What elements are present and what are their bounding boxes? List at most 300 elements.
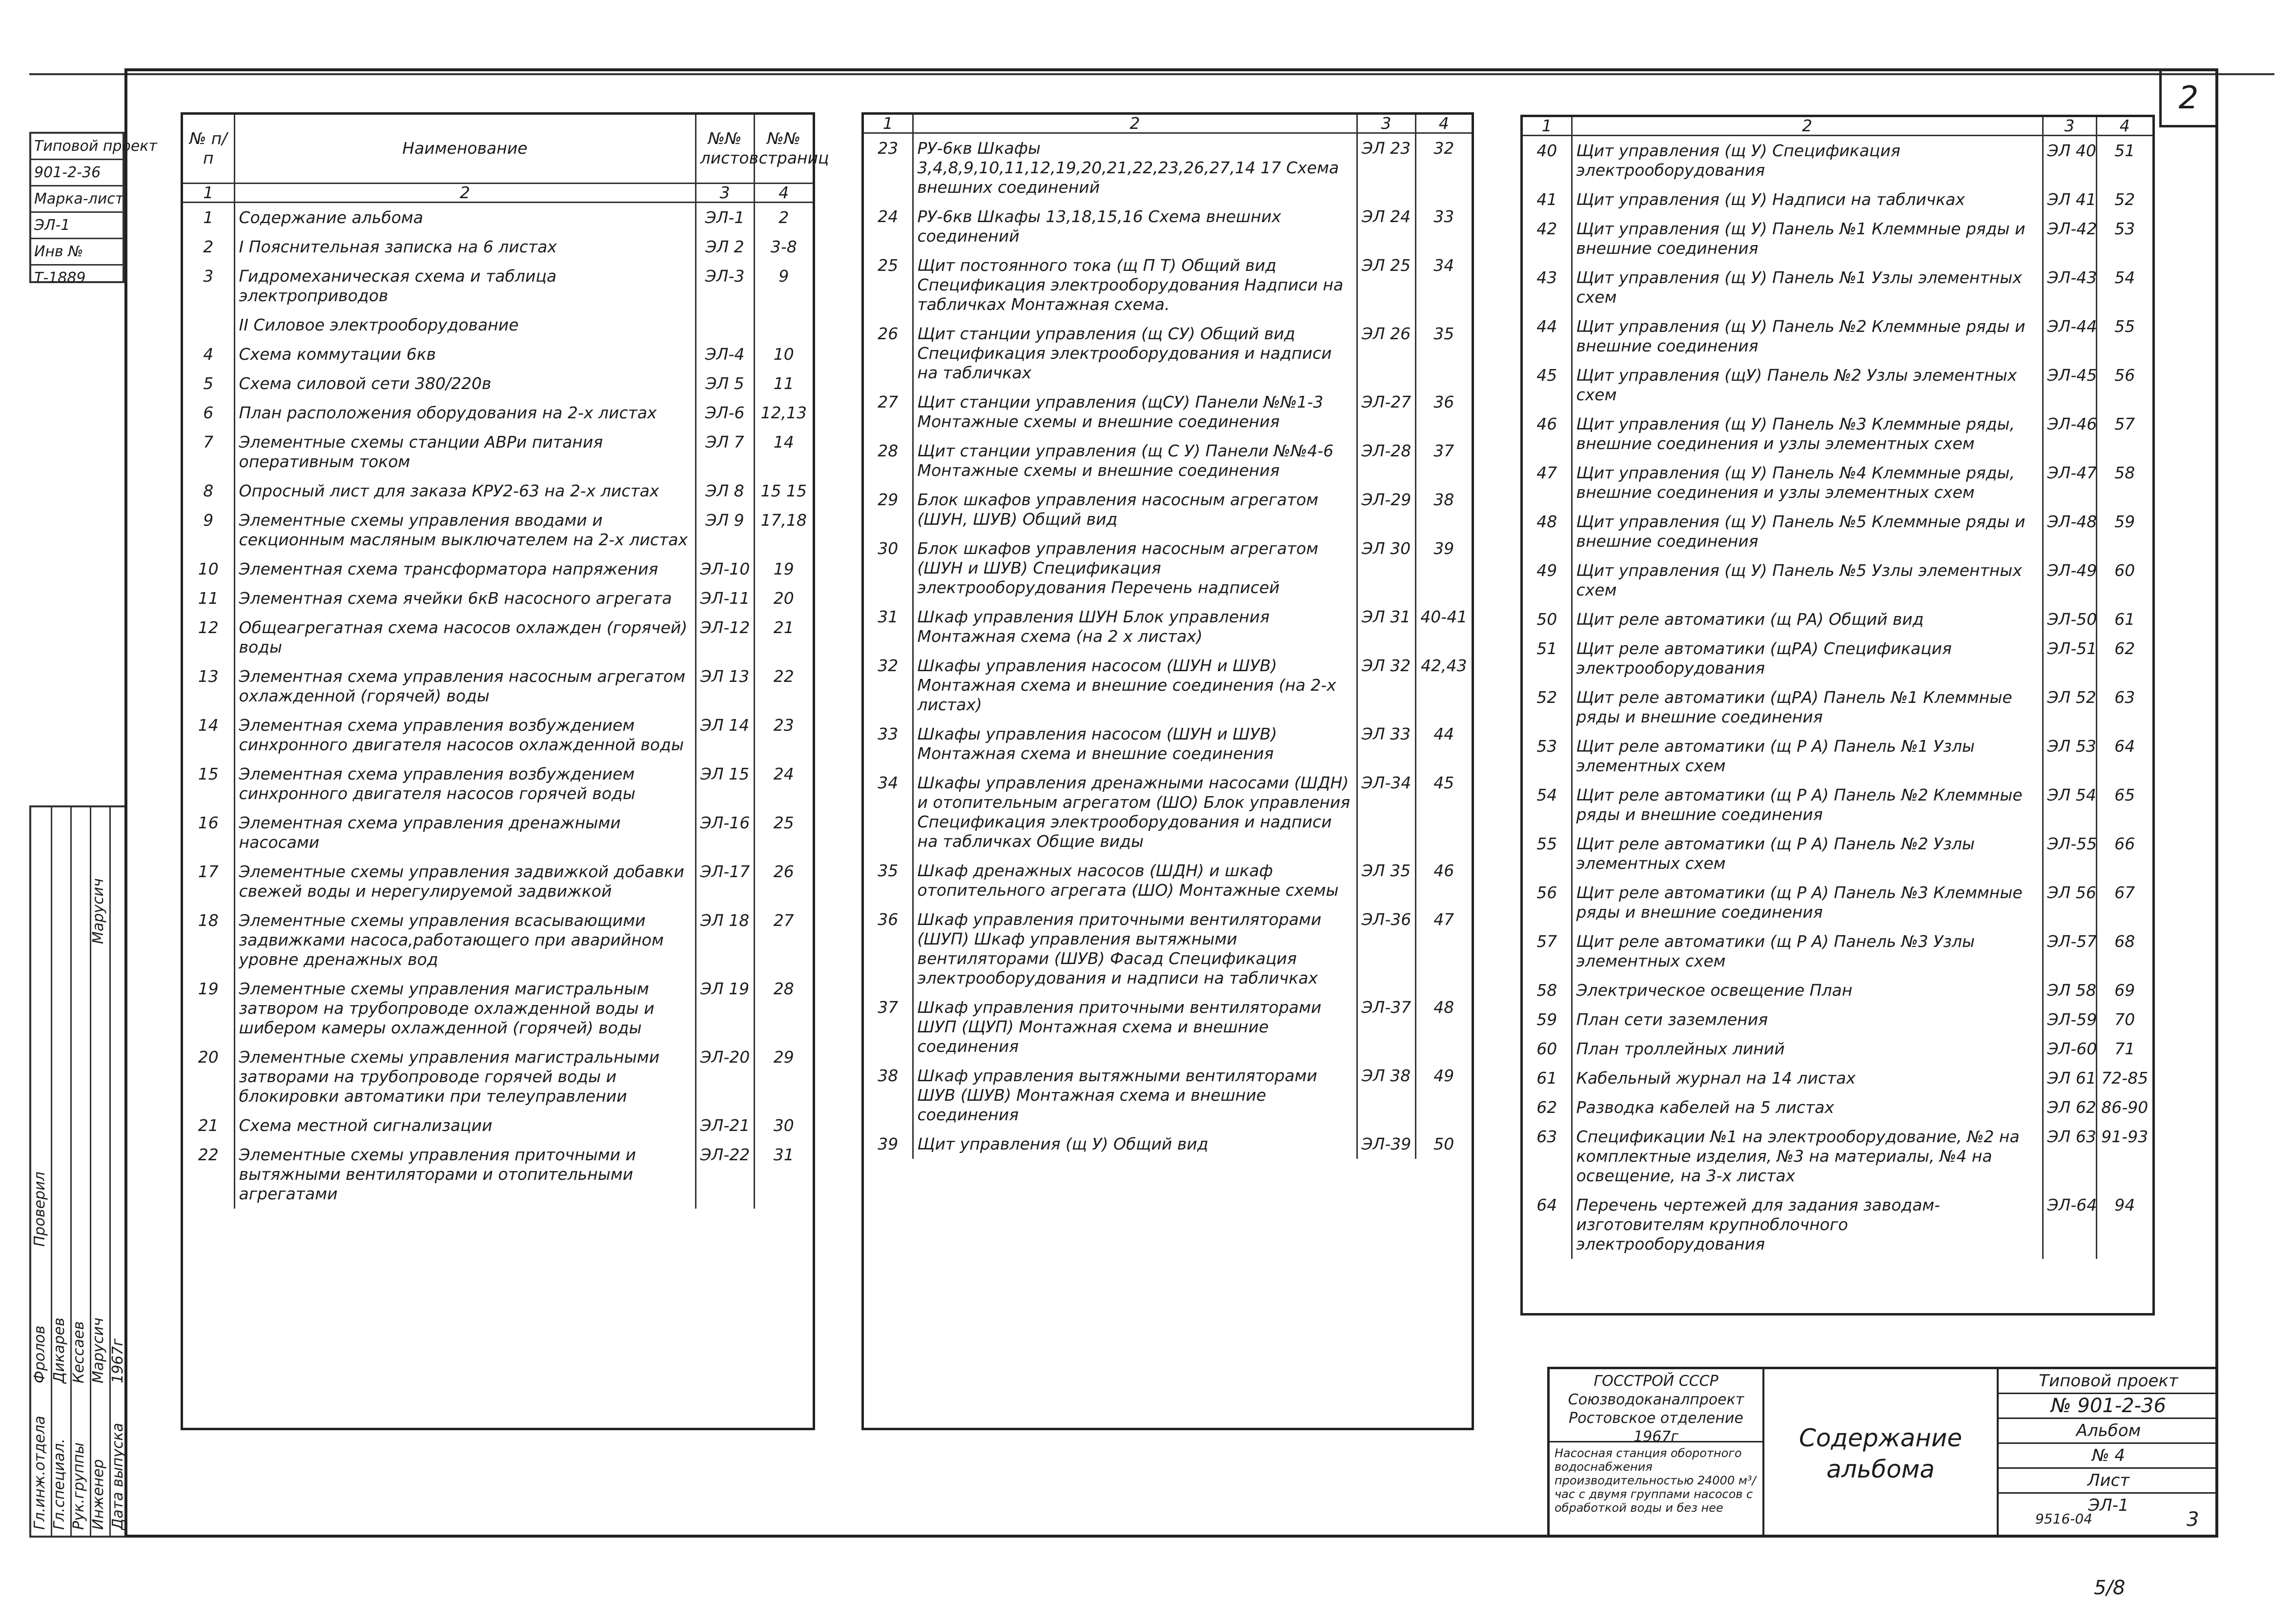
table-row — [1523, 507, 2152, 556]
signature-name: Марусич — [90, 878, 107, 944]
table-row — [1523, 361, 2152, 410]
table-row — [1523, 732, 2152, 781]
table-row — [1523, 136, 2152, 185]
table-row — [183, 262, 813, 310]
project-description: Насосная станция оборотного водоснабжения производительностью 24000 м³/час с двумя группами насосов с обработкой воды и без нее — [1555, 1446, 1756, 1515]
row-page: 40-41 — [1415, 602, 1472, 651]
row-sheet: ЭЛ-20 — [696, 1043, 754, 1111]
table-row — [1523, 1005, 2152, 1034]
row-page: 59 — [2096, 507, 2152, 556]
row-page: 24 — [754, 760, 813, 808]
row-name: Щит станции управления (щСУ) Панели №№1-3 Монтажные схемы и внешние соединения — [913, 388, 1357, 436]
row-sheet: ЭЛ-55 — [2043, 829, 2096, 878]
row-sheet: ЭЛ-51 — [2043, 634, 2096, 683]
corner-mark: 5/8 — [2094, 1577, 2126, 1599]
table-row — [864, 202, 1472, 251]
contents-table-3 — [1520, 115, 2155, 1316]
row-number: 2 — [203, 237, 214, 256]
row-page: 61 — [2096, 605, 2152, 634]
row-number: 54 — [1536, 785, 1557, 804]
row-number: 14 — [198, 715, 219, 735]
table-row — [864, 1061, 1472, 1130]
row-name: Щит управления (щУ) Панель №2 Узлы элементных схем — [1572, 361, 2043, 410]
table-row — [1523, 927, 2152, 976]
row-sheet: ЭЛ-49 — [2043, 556, 2096, 605]
row-number: 56 — [1536, 883, 1557, 902]
row-name: Щит реле автоматики (щ Р А) Панель №3 Клеммные ряды и внешние соединения — [1572, 878, 2043, 927]
col-number: 2 — [913, 115, 1357, 133]
table-row — [864, 534, 1472, 602]
row-page: 46 — [1415, 856, 1472, 905]
row-sheet: ЭЛ 61 — [2043, 1064, 2096, 1093]
row-number: 55 — [1536, 834, 1557, 853]
row-name: Гидромеханическая схема и таблица электроприводов — [234, 262, 696, 310]
table-row — [183, 398, 813, 428]
col-header-pages: №№ страниц — [754, 115, 813, 183]
row-number: 12 — [198, 617, 219, 637]
table-row — [183, 906, 813, 974]
row-sheet: ЭЛ-44 — [2043, 312, 2096, 361]
signature-name: Фролов — [31, 1325, 48, 1383]
row-number: 10 — [198, 559, 219, 578]
row-page: 25 — [754, 808, 813, 857]
row-sheet: ЭЛ-6 — [696, 398, 754, 428]
org-line: 1967г — [1633, 1428, 1679, 1445]
row-page: 45 — [1415, 768, 1472, 856]
table-row — [1523, 1034, 2152, 1064]
row-number: 62 — [1536, 1098, 1557, 1117]
row-name: Щит управления (щ У) Надписи на табличках — [1572, 185, 2043, 214]
row-name: Шкафы управления дренажными насосами (ШДН) и отопительным агрегатом (ШО) Блок управления Спецификация электрооборудования и надписи на табличках Общие виды — [913, 768, 1357, 856]
row-sheet: ЭЛ-10 — [696, 555, 754, 584]
row-page: 12,13 — [754, 398, 813, 428]
row-sheet: ЭЛ-42 — [2043, 214, 2096, 263]
row-number: 47 — [1536, 463, 1557, 482]
signature-role: Проверил — [31, 1172, 48, 1247]
row-sheet: ЭЛ-46 — [2043, 410, 2096, 458]
sheet-number: 2 — [2159, 71, 2215, 127]
table-row — [183, 760, 813, 808]
row-name: Щит реле автоматики (щ Р А) Панель №2 Клеммные ряды и внешние соединения — [1572, 781, 2043, 829]
row-number: 53 — [1536, 737, 1557, 756]
row-name: РУ-6кв Шкафы 13,18,15,16 Схема внешних соединений — [913, 202, 1357, 251]
table-row — [864, 768, 1472, 856]
row-number: 40 — [1536, 141, 1557, 160]
table-row — [183, 857, 813, 906]
table-row — [183, 506, 813, 555]
row-sheet: ЭЛ 38 — [1357, 1061, 1415, 1130]
row-page: 65 — [2096, 781, 2152, 829]
table-row — [1523, 1122, 2152, 1191]
row-name: Содержание альбома — [234, 202, 696, 232]
org-line: Союзводоканалпроект — [1568, 1391, 1744, 1408]
row-sheet: ЭЛ-17 — [696, 857, 754, 906]
table-row — [183, 1140, 813, 1209]
row-number: 9 — [203, 510, 214, 530]
row-name: Щит реле автоматики (щРА) Панель №1 Клеммные ряды и внешние соединения — [1572, 683, 2043, 732]
row-name: Перечень чертежей для задания заводам-изготовителям крупноблочного электрооборудования — [1572, 1191, 2043, 1259]
row-name: РУ-6кв Шкафы 3,4,8,9,10,11,12,19,20,21,22,23,26,27,14 17 Схема внешних соединений — [913, 133, 1357, 203]
row-page: 66 — [2096, 829, 2152, 878]
contents-table-1 — [181, 112, 829, 1430]
table-row — [864, 436, 1472, 485]
row-name: Шкафы управления насосом (ШУН и ШУВ) Монтажная схема и внешние соединения — [913, 719, 1357, 768]
row-page: 26 — [754, 857, 813, 906]
row-name: II Силовое электрооборудование — [234, 310, 696, 340]
table-row — [864, 319, 1472, 388]
album-label: Альбом — [1999, 1419, 2218, 1444]
col-number: 3 — [696, 183, 754, 202]
row-number: 50 — [1536, 610, 1557, 629]
row-page: 32 — [1415, 133, 1472, 203]
row-sheet: ЭЛ-21 — [696, 1111, 754, 1140]
table-row — [1523, 410, 2152, 458]
row-sheet: ЭЛ 19 — [696, 974, 754, 1043]
row-page: 68 — [2096, 927, 2152, 976]
signature-name: Дикарев — [51, 1317, 68, 1383]
row-number: 16 — [198, 813, 219, 832]
signature-role: Дата выпуска — [109, 1423, 126, 1530]
row-name: Схема местной сигнализации — [234, 1111, 696, 1140]
table-row — [1523, 312, 2152, 361]
signature-name: Кессаев — [70, 1321, 87, 1383]
row-page: 15 15 — [754, 476, 813, 506]
col-number: 1 — [864, 115, 913, 133]
row-number: 33 — [878, 724, 899, 743]
table-row — [183, 476, 813, 506]
row-name: Щит управления (щ У) Панель №4 Клеммные ряды, внешние соединения и узлы элементных схем — [1572, 458, 2043, 507]
row-sheet: ЭЛ-57 — [2043, 927, 2096, 976]
table-row — [183, 1111, 813, 1140]
table-row — [183, 369, 813, 398]
stamp-line: ЭЛ-1 — [31, 213, 123, 239]
row-number: 24 — [878, 207, 899, 226]
table-row — [183, 662, 813, 711]
row-name: Шкаф управления приточными вентиляторами ШУП (ЩУП) Монтажная схема и внешние соединения — [913, 993, 1357, 1061]
row-page: 91-93 — [2096, 1122, 2152, 1191]
row-page — [754, 310, 813, 340]
table-row — [183, 613, 813, 662]
row-sheet: ЭЛ 7 — [696, 428, 754, 476]
signature-role: Инженер — [90, 1459, 107, 1530]
row-page: 29 — [754, 1043, 813, 1111]
row-name: Элементные схемы управления задвижкой добавки свежей воды и нерегулируемой задвижкой — [234, 857, 696, 906]
row-page: 60 — [2096, 556, 2152, 605]
col-number: 1 — [183, 183, 234, 202]
row-number: 51 — [1536, 639, 1557, 658]
row-number: 45 — [1536, 366, 1557, 385]
row-name: Электрическое освещение План — [1572, 976, 2043, 1005]
row-name: Элементная схема трансформатора напряжения — [234, 555, 696, 584]
row-sheet: ЭЛ-16 — [696, 808, 754, 857]
row-sheet: ЭЛ 33 — [1357, 719, 1415, 768]
row-page: 49 — [1415, 1061, 1472, 1130]
row-name: Щит реле автоматики (щ Р А) Панель №3 Узлы элементных схем — [1572, 927, 2043, 976]
row-page: 20 — [754, 584, 813, 613]
table-row — [864, 993, 1472, 1061]
row-page: 70 — [2096, 1005, 2152, 1034]
row-number: 6 — [203, 403, 214, 422]
row-sheet: ЭЛ-11 — [696, 584, 754, 613]
stamp-line: Марка-лист — [31, 186, 123, 213]
row-page: 56 — [2096, 361, 2152, 410]
row-page: 72-85 — [2096, 1064, 2152, 1093]
row-name: Щит реле автоматики (щ РА) Общий вид — [1572, 605, 2043, 634]
row-name: Шкаф дренажных насосов (ШДН) и шкаф отопительного агрегата (ШО) Монтажные схемы — [913, 856, 1357, 905]
stamp-line: Инв № — [31, 239, 123, 266]
row-sheet: ЭЛ 8 — [696, 476, 754, 506]
table-row — [183, 1043, 813, 1111]
row-number: 60 — [1536, 1039, 1557, 1058]
row-sheet: ЭЛ 63 — [2043, 1122, 2096, 1191]
project-number: № 901-2-36 — [1999, 1394, 2218, 1419]
row-name: Щит управления (щ У) Спецификация электрооборудования — [1572, 136, 2043, 185]
table-row — [864, 251, 1472, 319]
drawing-title — [1764, 1369, 1999, 1538]
row-number: 44 — [1536, 317, 1557, 336]
row-page: 23 — [754, 711, 813, 760]
signature-role: Рук.группы — [70, 1442, 87, 1530]
col-number: 2 — [1572, 117, 2043, 136]
row-number: 5 — [203, 373, 214, 393]
row-name: Элементная схема управления дренажными насосами — [234, 808, 696, 857]
row-name: План сети заземления — [1572, 1005, 2043, 1034]
table-row — [1523, 878, 2152, 927]
signature-name: Марусич — [90, 1317, 107, 1383]
table-row — [183, 428, 813, 476]
row-number: 43 — [1536, 268, 1557, 287]
row-sheet: ЭЛ-27 — [1357, 388, 1415, 436]
row-name: Элементная схема ячейки 6кВ насосного агрегата — [234, 584, 696, 613]
list-number: ЭЛ-1 — [2088, 1496, 2129, 1515]
table-row — [183, 202, 813, 232]
table-row — [1523, 683, 2152, 732]
row-number: 59 — [1536, 1010, 1557, 1029]
row-page: 22 — [754, 662, 813, 711]
row-sheet: ЭЛ 52 — [2043, 683, 2096, 732]
col-header-sheets: №№ листов — [696, 115, 754, 183]
row-page: 14 — [754, 428, 813, 476]
table-row — [864, 719, 1472, 768]
title-block — [1547, 1367, 2218, 1538]
col-number: 1 — [1523, 117, 1572, 136]
row-page: 57 — [2096, 410, 2152, 458]
row-number: 30 — [878, 539, 899, 558]
row-sheet: ЭЛ 35 — [1357, 856, 1415, 905]
row-number: 29 — [878, 490, 899, 509]
row-sheet: ЭЛ 26 — [1357, 319, 1415, 388]
row-page: 2 — [754, 202, 813, 232]
row-sheet: ЭЛ-12 — [696, 613, 754, 662]
signature-area — [29, 805, 124, 1538]
signature-name: 1967г — [109, 1338, 126, 1383]
row-name: Щит реле автоматики (щ Р А) Панель №1 Узлы элементных схем — [1572, 732, 2043, 781]
table-row — [183, 340, 813, 369]
stamp-line: 901-2-36 — [31, 160, 123, 186]
row-sheet: ЭЛ 54 — [2043, 781, 2096, 829]
row-number: 32 — [878, 656, 899, 675]
project-label: Типовой проект — [1999, 1369, 2218, 1394]
table-body — [183, 202, 813, 1209]
row-sheet: ЭЛ-28 — [1357, 436, 1415, 485]
page-number: 3 — [2187, 1508, 2199, 1531]
table-row — [1523, 1093, 2152, 1122]
row-page: 69 — [2096, 976, 2152, 1005]
row-number: 36 — [878, 910, 899, 929]
row-number: 17 — [198, 862, 219, 881]
row-page: 86-90 — [2096, 1093, 2152, 1122]
row-name: Щит станции управления (щ СУ) Общий вид Спецификация электрооборудования и надписи на табличках — [913, 319, 1357, 388]
row-number: 46 — [1536, 414, 1557, 433]
table-row — [183, 555, 813, 584]
row-page: 9 — [754, 262, 813, 310]
table-row — [1523, 214, 2152, 263]
row-sheet: ЭЛ 14 — [696, 711, 754, 760]
row-number: 19 — [198, 979, 219, 998]
row-page: 64 — [2096, 732, 2152, 781]
row-name: План расположения оборудования на 2-х листах — [234, 398, 696, 428]
row-name: Элементные схемы управления приточными и вытяжными вентиляторами и отопительными агрегатами — [234, 1140, 696, 1209]
row-sheet: ЭЛ-45 — [2043, 361, 2096, 410]
row-number: 31 — [878, 607, 899, 626]
row-number: 39 — [878, 1134, 899, 1153]
row-name: Блок шкафов управления насосным агрегатом (ШУН, ШУВ) Общий вид — [913, 485, 1357, 534]
row-sheet: ЭЛ 2 — [696, 232, 754, 262]
table-row — [864, 388, 1472, 436]
row-page: 62 — [2096, 634, 2152, 683]
table-body — [1523, 136, 2152, 1259]
stamp-line: Типовой проект — [31, 134, 123, 160]
row-name: Щит управления (щ У) Панель №1 Узлы элементных схем — [1572, 263, 2043, 312]
col-number: 3 — [1357, 115, 1415, 133]
row-page: 63 — [2096, 683, 2152, 732]
table-row — [183, 310, 813, 340]
contents-table-2 — [861, 112, 1474, 1430]
row-name: Шкаф управления вытяжными вентиляторами ШУВ (ШУВ) Монтажная схема и внешние соединения — [913, 1061, 1357, 1130]
row-name: Щит управления (щ У) Панель №3 Клеммные ряды, внешние соединения и узлы элементных схем — [1572, 410, 2043, 458]
org-line: Ростовское отделение — [1569, 1410, 1743, 1427]
org-line: ГОССТРОЙ СССР — [1594, 1373, 1719, 1390]
col-number: 4 — [754, 183, 813, 202]
row-number: 25 — [878, 256, 899, 275]
row-page: 51 — [2096, 136, 2152, 185]
row-sheet: ЭЛ-50 — [2043, 605, 2096, 634]
row-number: 26 — [878, 324, 899, 343]
row-sheet: ЭЛ-36 — [1357, 905, 1415, 993]
row-number: 58 — [1536, 981, 1557, 1000]
table-row — [1523, 458, 2152, 507]
row-sheet: ЭЛ 32 — [1357, 651, 1415, 719]
row-number: 48 — [1536, 512, 1557, 531]
row-name: Щит станции управления (щ С У) Панели №№4-6 Монтажные схемы и внешние соединения — [913, 436, 1357, 485]
stamp-line: Т-1889 — [34, 269, 86, 287]
table-row — [1523, 1191, 2152, 1259]
row-name: Элементные схемы управления магистральными затворами на трубопроводе горячей воды и блокировки автоматики при телеуправлении — [234, 1043, 696, 1111]
row-sheet: ЭЛ-29 — [1357, 485, 1415, 534]
row-number: 42 — [1536, 219, 1557, 238]
row-sheet — [696, 310, 754, 340]
row-page: 37 — [1415, 436, 1472, 485]
row-sheet: ЭЛ 24 — [1357, 202, 1415, 251]
row-sheet: ЭЛ-37 — [1357, 993, 1415, 1061]
row-name: Щит реле автоматики (щ Р А) Панель №2 Узлы элементных схем — [1572, 829, 2043, 878]
row-page: 34 — [1415, 251, 1472, 319]
row-sheet: ЭЛ-34 — [1357, 768, 1415, 856]
table-body — [864, 133, 1472, 1159]
row-number: 3 — [203, 266, 214, 286]
table-row — [183, 808, 813, 857]
row-number: 61 — [1536, 1069, 1557, 1088]
row-name: Шкаф управления ШУН Блок управления Монтажная схема (на 2 х листах) — [913, 602, 1357, 651]
row-page: 44 — [1415, 719, 1472, 768]
row-sheet: ЭЛ-60 — [2043, 1034, 2096, 1064]
row-name: Опросный лист для заказа КРУ2-63 на 2-х листах — [234, 476, 696, 506]
row-name: Шкафы управления насосом (ШУН и ШУВ) Монтажная схема и внешние соединения (на 2-х листах) — [913, 651, 1357, 719]
row-sheet: ЭЛ 25 — [1357, 251, 1415, 319]
col-number: 2 — [234, 183, 696, 202]
project-info — [1999, 1369, 2218, 1538]
table-row — [1523, 634, 2152, 683]
row-page: 53 — [2096, 214, 2152, 263]
row-number: 21 — [198, 1115, 219, 1135]
row-name: Элементные схемы управления вводами и секционным масляным выключателем на 2-х листах — [234, 506, 696, 555]
row-sheet: ЭЛ 62 — [2043, 1093, 2096, 1122]
table-row — [1523, 829, 2152, 878]
row-page: 11 — [754, 369, 813, 398]
table-row — [864, 1130, 1472, 1159]
row-number: 41 — [1536, 190, 1557, 209]
signature-role: Гл.инж.отдела — [31, 1416, 48, 1530]
row-name: Схема коммутации 6кв — [234, 340, 696, 369]
row-name: Кабельный журнал на 14 листах — [1572, 1064, 2043, 1093]
row-name: Щит управления (щ У) Общий вид — [913, 1130, 1357, 1159]
row-page: 38 — [1415, 485, 1472, 534]
row-number: 38 — [878, 1066, 899, 1085]
row-page: 94 — [2096, 1191, 2152, 1259]
row-number — [183, 310, 234, 340]
row-number: 34 — [878, 773, 899, 792]
row-page: 3-8 — [754, 232, 813, 262]
row-sheet: ЭЛ-59 — [2043, 1005, 2096, 1034]
organization — [1550, 1369, 1762, 1445]
row-number: 23 — [878, 139, 899, 158]
row-name: Элементные схемы управления магистральным затвором на трубопроводе охлажденной воды и шибером камеры охлажденной (горячей) воды — [234, 974, 696, 1043]
row-name: Щит управления (щ У) Панель №2 Клеммные ряды и внешние соединения — [1572, 312, 2043, 361]
table-row — [864, 905, 1472, 993]
row-page: 28 — [754, 974, 813, 1043]
row-sheet: ЭЛ 5 — [696, 369, 754, 398]
row-page: 36 — [1415, 388, 1472, 436]
row-number: 28 — [878, 441, 899, 460]
row-sheet: ЭЛ-22 — [696, 1140, 754, 1209]
row-number: 13 — [198, 666, 219, 686]
row-sheet: ЭЛ-48 — [2043, 507, 2096, 556]
table-row — [1523, 605, 2152, 634]
row-page: 58 — [2096, 458, 2152, 507]
row-number: 20 — [198, 1047, 219, 1067]
row-number: 18 — [198, 910, 219, 930]
left-stamp — [29, 132, 157, 287]
row-sheet: ЭЛ 58 — [2043, 976, 2096, 1005]
table-row — [864, 485, 1472, 534]
list-label: Лист — [1999, 1469, 2218, 1494]
row-number: 4 — [203, 344, 214, 364]
row-number: 64 — [1536, 1195, 1557, 1214]
row-sheet: ЭЛ 13 — [696, 662, 754, 711]
table-row — [1523, 1064, 2152, 1093]
table-row — [1523, 976, 2152, 1005]
signature-role: Гл.специал. — [51, 1438, 68, 1530]
